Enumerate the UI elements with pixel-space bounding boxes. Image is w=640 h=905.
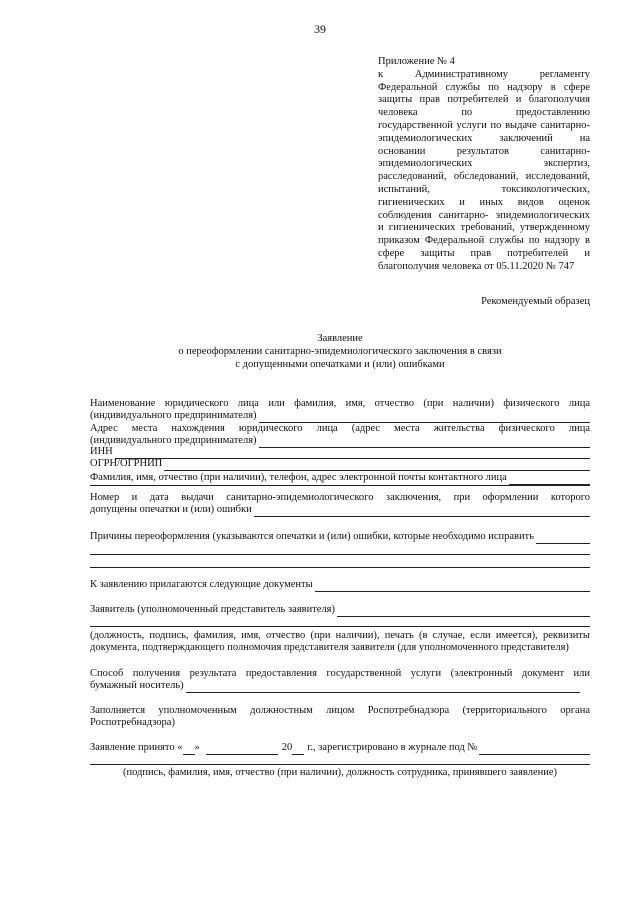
recommended-sample-label: Рекомендуемый образец: [481, 296, 590, 307]
acceptance-month-field[interactable]: [206, 745, 278, 755]
accepted-registered-label: г., зарегистрировано в журнале под №: [307, 742, 478, 753]
official-signature-hint: (подпись, фамилия, имя, отчество (при наличии), должность сотрудника, принявшего заявление): [122, 767, 558, 778]
address-label: Адрес места нахождения юридического лица (адрес места жительства физического лица: [90, 423, 590, 434]
annex-line: Федеральной службы по надзору в сфере: [378, 81, 590, 93]
annex-line: гигиенических и иных видов оценок: [378, 196, 590, 208]
reasons-label: Причины переоформления (указываются опечатки и (или) ошибки, которые необходимо исправить: [90, 531, 535, 542]
annex-line: сфере защиты прав потребителей и: [378, 247, 590, 259]
page-number: 39: [314, 22, 326, 36]
contact-person-extra-line[interactable]: [90, 485, 590, 486]
annex-line: человека по предоставлению: [378, 107, 590, 119]
address-label-cont: (индивидуального предпринимателя): [90, 435, 257, 446]
receipt-method-field[interactable]: [90, 680, 590, 693]
annex-line: к Административному регламенту: [378, 68, 590, 80]
ogrn-field[interactable]: [90, 458, 590, 471]
contact-person-label: Фамилия, имя, отчество (при наличии), телефон, адрес электронной почты контактного лица: [90, 472, 507, 483]
inn-field[interactable]: [90, 446, 590, 459]
title-line: с допущенными опечатками и (или) ошибками: [235, 359, 445, 370]
contact-person-field[interactable]: [90, 472, 590, 485]
ogrn-label: ОГРН/ОГРНИП: [90, 458, 163, 469]
annex-line: эпидемиологических экспертиз,: [378, 158, 590, 170]
reasons-field[interactable]: [90, 531, 590, 544]
annex-line: благополучия человека от 05.11.2020 № 747: [378, 260, 575, 272]
receipt-method-label-cont: бумажный носитель): [90, 680, 184, 691]
annex-line: расследований, обследований, исследований,: [378, 171, 590, 183]
official-section-label: Заполняется уполномоченным должностным лицом Роспотребнадзора (территориального органа: [90, 705, 590, 716]
annex-line: приказом Федеральной службы по надзору в: [378, 235, 590, 247]
document-title: [90, 332, 590, 371]
conclusion-number-label: Номер и дата выдачи санитарно-эпидемиологического заключения, при оформлении которого: [90, 492, 590, 503]
annex-line: государственной услуги по выдаче санитарно-: [378, 119, 590, 131]
annex-line: защиты прав потребителей и благополучия: [378, 94, 590, 106]
applicant-name-label-cont: (индивидуального предпринимателя): [90, 410, 257, 421]
acceptance-year-field[interactable]: [292, 745, 304, 755]
annex-line: основании результатов санитарно-: [378, 145, 590, 157]
applicant-label: Заявитель (уполномоченный представитель заявителя): [90, 604, 335, 615]
reasons-extra-line[interactable]: [90, 567, 590, 568]
acceptance-day-field[interactable]: [183, 745, 195, 755]
official-signature-line[interactable]: [90, 764, 590, 765]
annex-line: испытаний, токсикологических,: [378, 183, 590, 195]
applicant-name-field[interactable]: [90, 410, 590, 423]
annex-line: Приложение № 4: [378, 56, 455, 67]
acceptance-row: [90, 742, 590, 755]
reasons-extra-line[interactable]: [90, 554, 590, 555]
annex-line: эпидемиологических заключений на: [378, 132, 590, 144]
conclusion-number-label-cont: допущены опечатки и (или) ошибки: [90, 504, 252, 515]
annex-line: соблюдения санитарно- эпидемиологических: [378, 209, 590, 221]
conclusion-number-field[interactable]: [90, 504, 590, 517]
accepted-label: Заявление принято «: [90, 742, 183, 753]
attached-documents-label: К заявлению прилагаются следующие документы: [90, 579, 313, 590]
signature-hint-cont: документа, подтверждающего полномочия представителя заявителя (для уполномоченного представителя): [90, 642, 569, 653]
accepted-year-prefix: 20: [281, 742, 293, 753]
title-line: Заявление: [317, 333, 363, 344]
signature-line[interactable]: [90, 626, 590, 627]
official-section-label-cont: Роспотребнадзора): [90, 717, 175, 728]
applicant-field[interactable]: [90, 604, 590, 617]
accepted-quote: »: [194, 742, 200, 753]
annex-line: и гигиенических требований, утвержденному: [378, 222, 590, 234]
inn-label: ИНН: [90, 446, 113, 457]
signature-hint: (должность, подпись, фамилия, имя, отчество (при наличии), печать (в случае, если имеется), реквизиты: [90, 630, 590, 641]
applicant-name-label: Наименование юридического лица или фамилия, имя, отчество (при наличии) физического лица: [90, 398, 590, 409]
registration-number-field[interactable]: [479, 745, 590, 755]
title-line: о переоформлении санитарно-эпидемиологического заключения в связи: [178, 346, 502, 357]
receipt-method-label: Способ получения результата предоставления государственной услуги (электронный документ или: [90, 668, 590, 679]
attached-documents-field[interactable]: [90, 579, 590, 592]
annex-block: [378, 56, 590, 274]
